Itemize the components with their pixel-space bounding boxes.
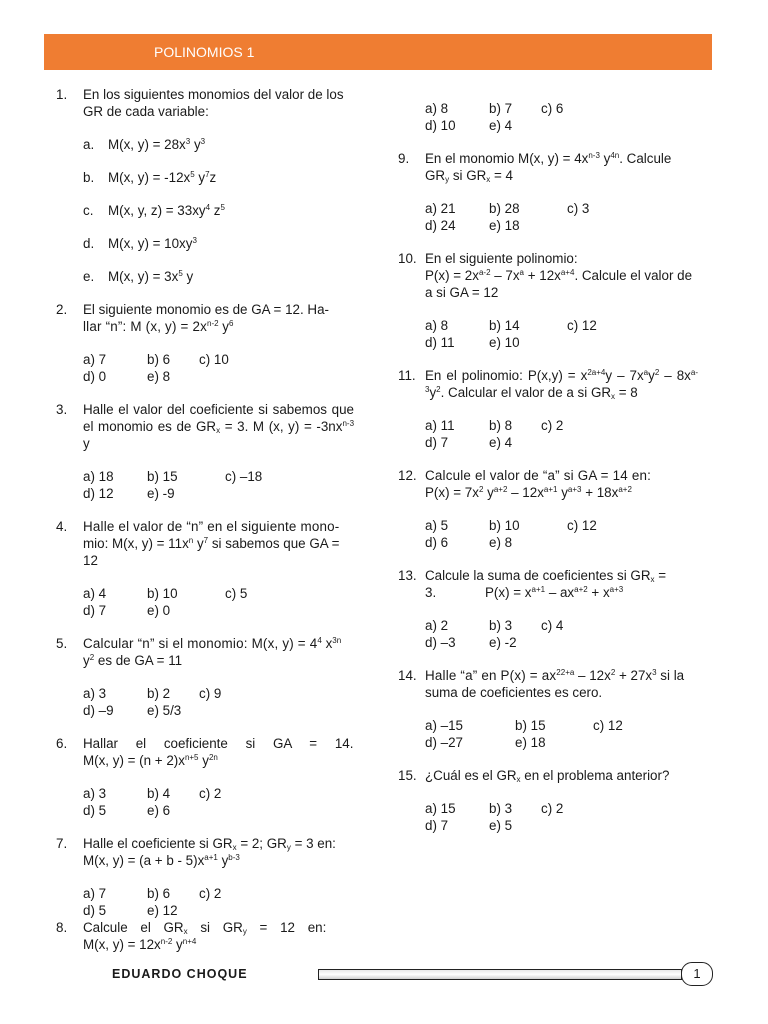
page-title: POLINOMIOS 1 — [154, 44, 255, 60]
problem-number: 1. — [56, 87, 68, 102]
left-column — [56, 86, 354, 953]
problem-text: Halle el valor de “n” en el siguiente mono- mio: M(x, $y) = 11x^n$ $y^7$ si sabemos que GA = 12 — [83, 519, 340, 568]
problem-text: En los siguientes monomios del valor de los GR de cada variable: — [83, 87, 344, 119]
answer-options: a) 4 b) 10 c) 5 d) 7 e) 0 — [83, 586, 248, 618]
problem-text: Calcule el $GR_x$ si $GR_y = 12$ en: M(x, $y) = 12x^{n-2}$ $y^{n+4}$ — [83, 920, 327, 952]
problem-14: 14. Halle “a” en $P(x) = ax^{22+a} - 12x^2 + 27x^3$ si la suma de coeficientes es cero. — [398, 667, 698, 701]
answer-options: a) 2 b) 3 c) 4 d) –3 e) -2 — [425, 618, 564, 650]
answer-options: a) 3 b) 2 c) 9 d) –9 e) 5/3 — [83, 686, 222, 718]
problem-text: Halle “a” en $P(x) = ax^{22+a} - 12x^2 + 27x^3$ si la suma de coeficientes es cero. — [425, 668, 685, 700]
problem-text: Calcular “n” si el monomio: M(x, $y) = 4^4$ $x^{3n}$ $y^2$ es de GA = 11 — [83, 636, 342, 668]
problem-text: Calcule el valor de “a” si GA = 14 en: $P(x) = 7x^2$ $y^{a+2} - 12x^{a+1}$ $y^{a+3} + 18x^{a+2}$ — [425, 468, 652, 500]
answer-options-problem-8: a) 8 b) 7 c) 6 d) 10 e) 4 — [425, 101, 564, 133]
subitem-b: b. M(x, $y) = -12x^5$ $y^7z$ — [83, 170, 217, 185]
problem-3: 3. Halle el valor del coeficiente si sabemos que el monomio es de $GR_x = 3$. M (x, $y) = -3nx^{n-3}$ y — [56, 402, 355, 451]
answer-options: a) 7 b) 6 c) 10 d) 0 e) 8 — [83, 352, 229, 384]
subitem-e: e. M(x, $y) = 3x^5$ y — [83, 269, 194, 284]
answer-options: a) 15 b) 3 c) 2 d) 7 e) 5 — [425, 801, 564, 833]
problem-text: En el siguiente polinomio: $P(x) = 2x^{a-2} - 7x^a + 12x^{a+4}$. Calcule el valor de a si GA = 12 — [425, 251, 693, 300]
subitem-a: a. M(x, $y) = 28x^3$ $y^3$ — [83, 137, 206, 152]
answer-options: a) 11 b) 8 c) 2 d) 7 e) 4 — [425, 418, 564, 450]
footer-decorative-bar — [318, 969, 682, 980]
problem-text: Halle el valor del coeficiente si sabemos que el monomio es de $GR_x = 3$. M (x, $y) = -3nx^{n-3}$ y — [83, 402, 355, 451]
problem-text: Calcule la suma de coeficientes si $GR_x$ = 3. $P(x) = x^{a+1} - ax^{a+2} + x^{a+3}$ — [425, 568, 667, 600]
problem-text: El siguiente monomio es de GA = 12. Ha- llar “n”: M (x, $y) = 2x^{n-2}$ $y^6$ — [83, 302, 330, 334]
problem-5: 5. Calcular “n” si el monomio: M(x, $y) = 4^4$ $x^{3n}$ $y^2$ es de GA = 11 — [56, 635, 354, 669]
right-column — [398, 100, 698, 834]
problem-1 — [56, 86, 354, 120]
page-number: 1 — [681, 962, 713, 986]
problem-12: 12. Calcule el valor de “a” si GA = 14 en: $P(x) = 7x^2$ $y^{a+2} - 12x^{a+1}$ $y^{a+3} + 18x^{a+2}$ — [398, 467, 698, 501]
answer-options: a) –15 b) 15 c) 12 d) –27 e) 18 — [425, 718, 623, 750]
problem-2: 2. El siguiente monomio es de GA = 12. Ha- llar “n”: M (x, $y) = 2x^{n-2}$ $y^6$ — [56, 301, 354, 335]
subitem-c: c. M(x, y, $z) = 33xy^4$ $z^5$ — [83, 203, 225, 218]
problem-7: 7. Halle el coeficiente si $GR_x = 2$; $GR_y = 3$ en: M(x, $y) = (a + b - 5)x^{a+1}$ $y^{b-3}$ — [56, 835, 354, 869]
problem-text: En el monomio M(x, $y) = 4x^{n-3}$ $y^{4n}$. Calcule $GR_y$ si $GR_x = 4$ — [425, 151, 672, 184]
subitem-d: d. M(x, $y) = 10xy^3$ — [83, 236, 197, 251]
problem-4: 4. Halle el valor de “n” en el siguiente mono- mio: M(x, $y) = 11x^n$ $y^7$ si sabemos que GA = 12 — [56, 518, 354, 569]
footer-author: EDUARDO CHOQUE — [112, 967, 248, 981]
problem-text: ¿Cuál es el $GR_x$ en el problema anterior? — [425, 768, 670, 784]
problem-6: 6. Hallar el coeficiente si GA = 14. M(x, $y) = (n + 2)x^{n+5}$ $y^{2n}$ — [56, 736, 354, 768]
problem-10: 10. En el siguiente polinomio: $P(x) = 2x^{a-2} - 7x^a + 12x^{a+4}$. Calcule el valor de a si GA = 12 — [398, 250, 698, 301]
answer-options: a) 8 b) 14 c) 12 d) 11 e) 10 — [425, 318, 597, 350]
answer-options: a) 18 b) 15 c) –18 d) 12 e) -9 — [83, 469, 263, 501]
problem-text: Halle el coeficiente si $GR_x = 2$; $GR_y = 3$ en: M(x, $y) = (a + b - 5)x^{a+1}$ $y^{b-3}$ — [83, 836, 336, 868]
problem-9: 9. En el monomio M(x, $y) = 4x^{n-3}$ $y^{4n}$. Calcule $GR_y$ si $GR_x = 4$ — [398, 150, 698, 184]
problem-8: 8. Calcule el $GR_x$ si $GR_y = 12$ en: M(x, $y) = 12x^{n-2}$ $y^{n+4}$ — [56, 919, 354, 953]
problem-15: 15. ¿Cuál es el $GR_x$ en el problema anterior? — [398, 767, 698, 784]
answer-options: a) 5 b) 10 c) 12 d) 6 e) 8 — [425, 518, 597, 550]
page-header-bar — [44, 34, 712, 70]
answer-options: a) 21 b) 28 c) 3 d) 24 e) 18 — [425, 201, 590, 233]
problem-text: En el polinomio: $P(x,y) = x^{2a+4}y - 7x^ay^2 - 8x^{a-3}y^2$. Calcular el valor de a si $GR_x = 8$ — [425, 368, 699, 401]
problem-text: Hallar el coeficiente si GA = 14. M(x, $y) = (n + 2)x^{n+5}$ $y^{2n}$ — [83, 736, 354, 768]
answer-options: a) 7 b) 6 c) 2 d) 5 e) 12 — [83, 886, 222, 918]
answer-options: a) 3 b) 4 c) 2 d) 5 e) 6 — [83, 786, 222, 818]
problem-11: 11. En el polinomio: $P(x,y) = x^{2a+4}y - 7x^ay^2 - 8x^{a-3}y^2$. Calcular el valor de a si $GR_x = 8$ — [398, 368, 699, 401]
problem-13: 13. Calcule la suma de coeficientes si $GR_x$ = 3. $P(x) = x^{a+1} - ax^{a+2} + x^{a+3}$ — [398, 567, 698, 601]
